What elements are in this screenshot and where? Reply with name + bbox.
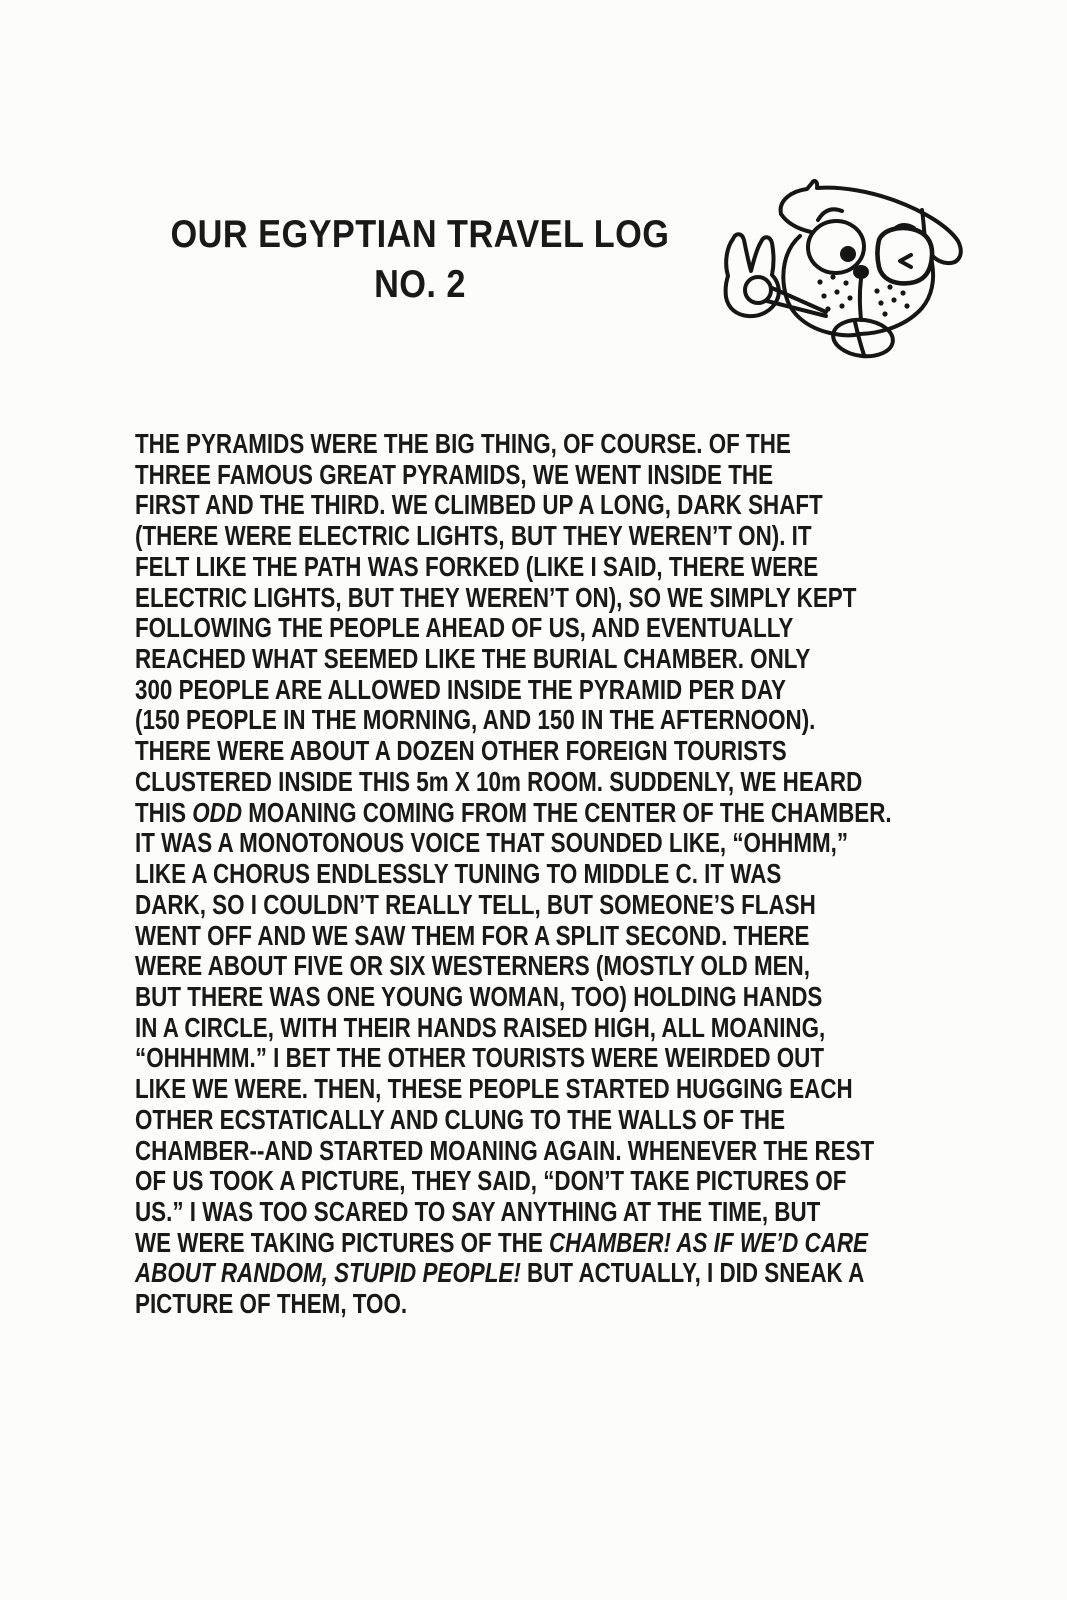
dog-left-eyebrow	[818, 209, 842, 220]
dog-freckles-right	[874, 284, 909, 316]
page-title	[165, 210, 675, 310]
travel-log-line: US.” I WAS TOO SCARED TO SAY ANYTHING AT THE TIME, BUT	[135, 1195, 821, 1227]
travel-log-line: PICTURE OF THEM, TOO.	[135, 1288, 408, 1320]
travel-log-line: WERE ABOUT FIVE OR SIX WESTERNERS (MOSTLY OLD MEN,	[135, 950, 810, 982]
travel-log-line: BUT THERE WAS ONE YOUNG WOMAN, TOO) HOLDING HANDS	[135, 980, 823, 1012]
travel-log-line: LIKE WE WERE. THEN, THESE PEOPLE STARTED HUGGING EACH	[135, 1073, 853, 1105]
travel-log-text	[135, 429, 971, 1320]
travel-log-line: REACHED WHAT SEEMED LIKE THE BURIAL CHAMBER. ONLY	[135, 643, 811, 675]
travel-log-line: FOLLOWING THE PEOPLE AHEAD OF US, AND EVENTUALLY	[135, 612, 794, 644]
travel-log-line: WENT OFF AND WE SAW THEM FOR A SPLIT SECOND. THERE	[135, 919, 810, 951]
dog-muzzle-line	[860, 279, 861, 320]
dog-left-pupil	[840, 246, 856, 262]
dog-nose	[853, 265, 869, 279]
travel-log-line: CLUSTERED INSIDE THIS 5m X 10m ROOM. SUDDENLY, WE HEARD	[135, 765, 863, 797]
travel-log-line: CHAMBER--AND STARTED MOANING AGAIN. WHENEVER THE REST	[135, 1134, 875, 1166]
dog-tongue-line	[855, 322, 864, 355]
travel-log-line: LIKE A CHORUS ENDLESSLY TUNING TO MIDDLE C. IT WAS	[135, 858, 782, 890]
travel-log-line: THERE WERE ABOUT A DOZEN OTHER FOREIGN TOURISTS	[135, 735, 787, 767]
dog-right-lens	[878, 228, 933, 283]
travel-log-line: “OHHHMM.” I BET THE OTHER TOURISTS WERE WEIRDED OUT	[135, 1042, 825, 1074]
travel-log-line: (150 PEOPLE IN THE MORNING, AND 150 IN THE AFTERNOON).	[135, 704, 816, 736]
dog-peace-sign-doodle	[680, 150, 980, 365]
travel-log-line: IN A CIRCLE, WITH THEIR HANDS RAISED HIGH, ALL MOANING,	[135, 1011, 826, 1043]
travel-log-line: ABOUT RANDOM, STUPID PEOPLE! BUT ACTUALLY, I DID SNEAK A	[135, 1257, 865, 1289]
travel-log-line: FIRST AND THE THIRD. WE CLIMBED UP A LONG, DARK SHAFT	[135, 489, 823, 521]
travel-log-line: IT WAS A MONOTONOUS VOICE THAT SOUNDED LIKE, “OHHMM,”	[135, 827, 849, 859]
title-line-1: OUR EGYPTIAN TRAVEL LOG	[170, 213, 670, 256]
dog-left-ear-bottom	[781, 214, 811, 232]
dog-freckles-left	[817, 274, 852, 311]
travel-log-line: OTHER ECSTATICALLY AND CLUNG TO THE WALLS OF THE	[135, 1103, 786, 1135]
travel-log-line: THIS ODD MOANING COMING FROM THE CENTER OF THE CHAMBER.	[135, 796, 892, 828]
travel-log-line: 300 PEOPLE ARE ALLOWED INSIDE THE PYRAMID PER DAY	[135, 673, 786, 705]
travel-log-line: DARK, SO I COULDN’T REALLY TELL, BUT SOMEONE’S FLASH	[135, 888, 816, 920]
travel-log-line: THREE FAMOUS GREAT PYRAMIDS, WE WENT INSIDE THE	[135, 458, 774, 490]
travel-log-line: WE WERE TAKING PICTURES OF THE CHAMBER! AS IF WE’D CARE	[135, 1226, 868, 1258]
title-line-2: NO. 2	[374, 263, 466, 306]
travel-log-line: THE PYRAMIDS WERE THE BIG THING, OF COURSE. OF THE	[135, 428, 791, 459]
travel-log-line: ELECTRIC LIGHTS, BUT THEY WEREN’T ON), SO WE SIMPLY KEPT	[135, 581, 857, 613]
travel-log-line: (THERE WERE ELECTRIC LIGHTS, BUT THEY WEREN’T ON). IT	[135, 520, 812, 552]
travel-log-line: FELT LIKE THE PATH WAS FORKED (LIKE I SAID, THERE WERE	[135, 550, 819, 582]
travel-log-line: OF US TOOK A PICTURE, THEY SAID, “DON’T TAKE PICTURES OF	[135, 1165, 847, 1197]
